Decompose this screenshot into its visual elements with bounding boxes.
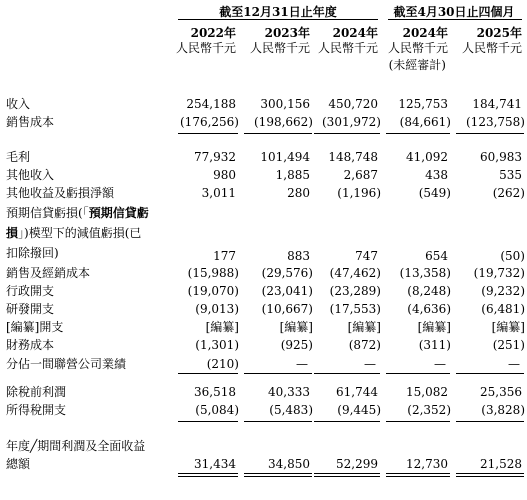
table-cell-value: 883 [287,249,310,263]
table-cell-value: (9,013) [195,302,239,316]
table-cell-value: (9,232) [481,284,525,298]
unit-header: 人民幣千元 [317,41,378,55]
total-double-rule [244,473,312,477]
table-cell-value: (176,256) [180,115,239,129]
row-label: [編纂]開支 [6,320,64,334]
table-cell-value: (262) [492,186,525,200]
table-cell-value: — [434,357,446,371]
row-label: 分佔一間聯營公司業績 [6,357,127,371]
subtotal-rule [244,133,312,134]
total-double-rule [178,473,238,477]
unaudited-note: (未經審計) [388,58,446,72]
row-label-line: 總額 [6,457,31,471]
table-cell-value: 41,092 [406,150,448,164]
row-label-line: 扣除撥回) [6,246,59,260]
table-cell-value: (13,358) [399,266,451,280]
table-cell-value: (2,352) [407,403,451,417]
row-label-line: 損」)模型下的減值虧損(已 [6,226,142,240]
table-cell-value: 450,720 [328,97,378,111]
table-cell-value: (9,445) [337,403,381,417]
table-cell-value: 101,494 [260,150,310,164]
subtotal-rule [178,373,238,374]
subtotal-rule [244,373,312,374]
subtotal-rule [386,133,450,134]
subtotal-rule [314,421,380,422]
table-cell-value: 184,741 [472,97,522,111]
table-cell-value: 15,082 [406,385,448,399]
table-cell-value: [編纂] [205,320,239,334]
table-cell-value: 77,932 [194,150,236,164]
table-cell-value: (1,196) [337,186,381,200]
row-label: 除稅前利潤 [6,385,67,399]
row-label: 研發開支 [6,302,55,316]
table-cell-value: [編纂] [417,320,451,334]
subtotal-rule [314,373,380,374]
table-cell-value: (4,636) [407,302,451,316]
table-cell-value: 280 [287,186,310,200]
year-header: 2025年 [476,26,522,40]
table-cell-value: 31,434 [194,457,236,471]
row-label: 行政開支 [6,284,55,298]
row-label: 收入 [6,97,31,111]
row-label: 其他收益及虧損淨額 [6,186,115,200]
table-cell-value: (198,662) [254,115,313,129]
row-label: 銷售及經銷成本 [6,266,91,280]
header-group-four-months-rule [388,19,522,20]
table-cell-value: — [296,357,308,371]
table-cell-value: (210) [206,357,239,371]
table-cell-value: (5,483) [269,403,313,417]
row-label: 財務成本 [6,338,55,352]
table-cell-value: (1,301) [195,338,239,352]
table-cell-value: 21,528 [480,457,522,471]
table-cell-value: — [508,357,520,371]
year-header: 2022年 [190,26,236,40]
subtotal-rule [456,421,524,422]
table-cell-value: 1,885 [275,168,310,182]
total-double-rule [456,473,524,477]
row-label: 銷售成本 [6,115,55,129]
table-cell-value: (925) [280,338,313,352]
row-label: 其他收入 [6,168,55,182]
table-cell-value: 254,188 [186,97,236,111]
row-label: 所得稅開支 [6,403,67,417]
table-cell-value: (29,576) [261,266,313,280]
row-label-line: 預期信貸虧損(「預期信貸虧 [6,206,149,220]
table-cell-value: (872) [348,338,381,352]
subtotal-rule [456,373,524,374]
year-header: 2024年 [332,26,378,40]
table-cell-value: [編纂] [347,320,381,334]
table-cell-value: 535 [499,168,522,182]
table-cell-value: [編纂] [491,320,525,334]
table-cell-value: (311) [418,338,451,352]
table-cell-value: (84,661) [399,115,451,129]
subtotal-rule [456,133,524,134]
table-cell-value: (50) [500,249,525,263]
table-cell-value: 3,011 [201,186,236,200]
total-double-rule [314,473,380,477]
subtotal-rule [314,133,380,134]
subtotal-rule [178,133,238,134]
subtotal-rule [178,421,238,422]
total-double-rule [386,473,450,477]
unit-header: 人民幣千元 [461,41,522,55]
header-group-year-ended: 截至12月31日止年度 [219,5,337,19]
table-cell-value: 980 [213,168,236,182]
table-cell-value: 148,748 [328,150,378,164]
table-cell-value: 40,333 [268,385,310,399]
table-cell-value: (6,481) [481,302,525,316]
table-cell-value: (549) [418,186,451,200]
unit-header: 人民幣千元 [175,41,236,55]
table-cell-value: [編纂] [279,320,313,334]
table-cell-value: 654 [425,249,448,263]
row-label-line: 年度╱期間利潤及全面收益 [6,439,146,453]
table-cell-value: 61,744 [336,385,378,399]
table-cell-value: (19,732) [473,266,525,280]
table-cell-value: (3,828) [481,403,525,417]
table-cell-value: — [364,357,376,371]
subtotal-rule [386,373,450,374]
subtotal-rule [386,421,450,422]
table-cell-value: 2,687 [343,168,378,182]
table-cell-value: 36,518 [194,385,236,399]
table-cell-value: (251) [492,338,525,352]
table-cell-value: (23,289) [329,284,381,298]
year-header: 2024年 [402,26,448,40]
year-header: 2023年 [264,26,310,40]
unit-header: 人民幣千元 [387,41,448,55]
table-cell-value: 177 [213,249,236,263]
table-cell-value: 60,983 [480,150,522,164]
table-cell-value: 125,753 [398,97,448,111]
table-cell-value: 747 [355,249,378,263]
header-group-four-months: 截至4月30日止四個月 [393,5,515,19]
table-cell-value: (47,462) [329,266,381,280]
unit-header: 人民幣千元 [249,41,310,55]
table-cell-value: (10,667) [261,302,313,316]
table-cell-value: 52,299 [336,457,378,471]
table-cell-value: (15,988) [187,266,239,280]
table-cell-value: 34,850 [268,457,310,471]
table-cell-value: (23,041) [261,284,313,298]
table-cell-value: 12,730 [406,457,448,471]
table-cell-value: (19,070) [187,284,239,298]
header-group-year-ended-rule [178,19,378,20]
table-cell-value: (17,553) [329,302,381,316]
table-cell-value: 438 [425,168,448,182]
table-cell-value: (301,972) [322,115,381,129]
subtotal-rule [244,421,312,422]
table-cell-value: (8,248) [407,284,451,298]
table-cell-value: (123,758) [466,115,525,129]
row-label: 毛利 [6,150,31,164]
table-cell-value: 300,156 [260,97,310,111]
table-cell-value: (5,084) [195,403,239,417]
table-cell-value: 25,356 [480,385,522,399]
